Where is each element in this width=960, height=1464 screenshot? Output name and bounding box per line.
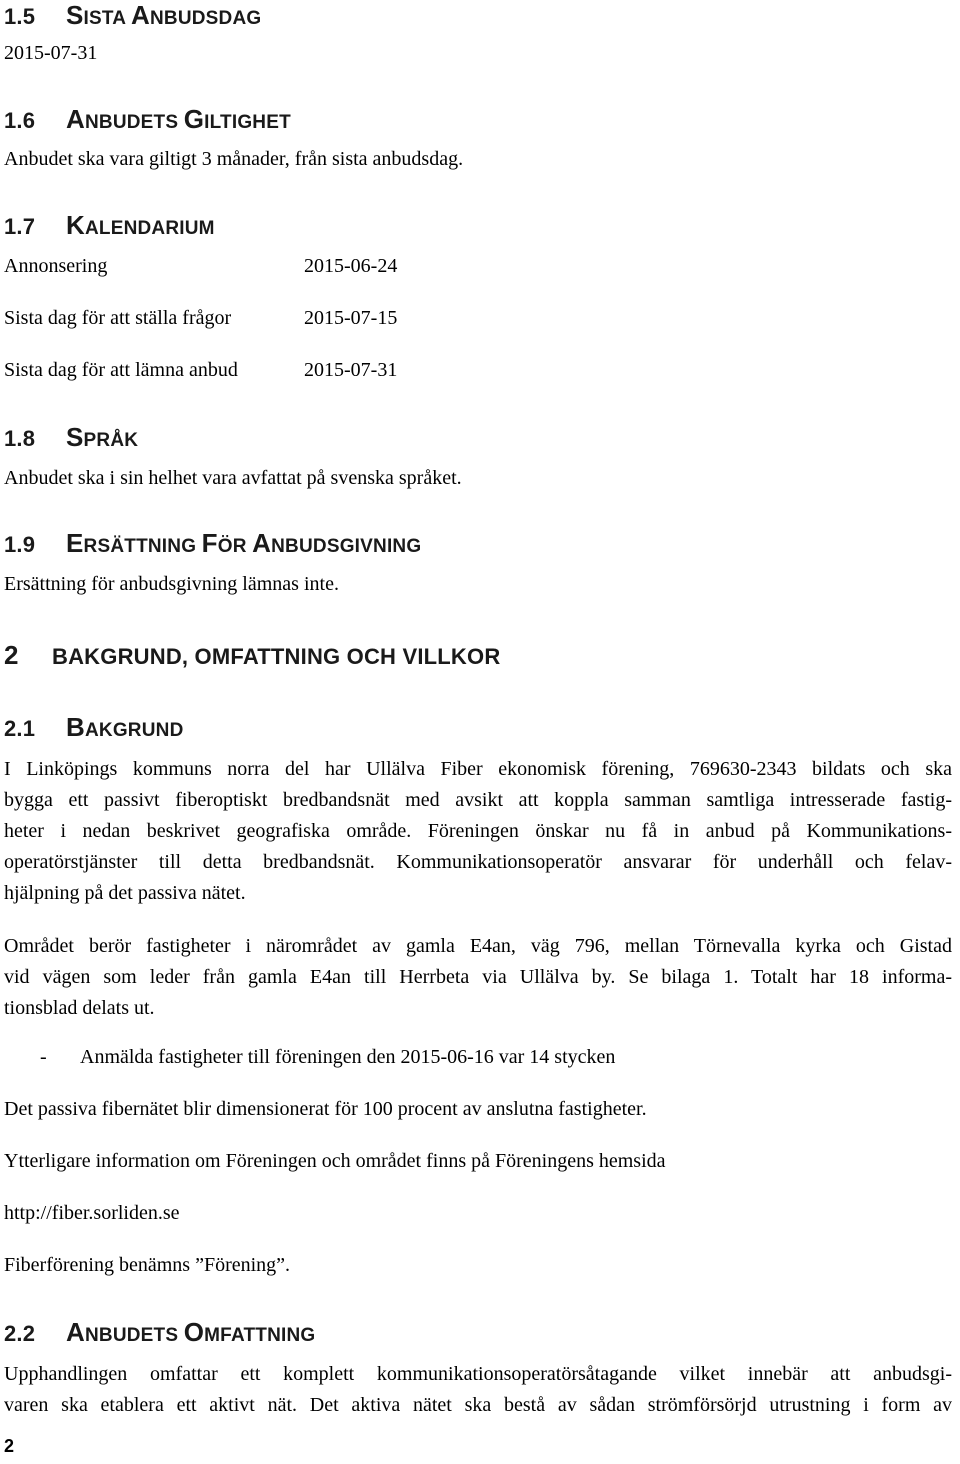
compensation-text: Ersättning för anbudsgivning lämnas inte.	[4, 573, 339, 595]
dimension-text: Det passiva fibernätet blir dimensionerat för 100 procent av anslutna fastigheter.	[4, 1098, 647, 1120]
heading-number: 2	[4, 640, 19, 670]
page-number: 2	[4, 1436, 15, 1456]
heading-title: KALENDARIUM	[66, 210, 215, 240]
heading-title: SPRÅK	[66, 422, 139, 452]
heading-title: ERSÄTTNING FÖR ANBUDSGIVNING	[66, 528, 422, 558]
heading-title: ANBUDETS GILTIGHET	[66, 104, 291, 134]
background-paragraph-2	[4, 931, 952, 1024]
paragraph-line: Området berör fastigheter i närområdet av gamla E4an, väg 796, mellan Törnevalla kyrka och Gistad	[4, 935, 952, 957]
heading-title: SISTA ANBUDSDAG	[66, 0, 262, 30]
calendar-row-value: 2015-07-31	[304, 359, 398, 381]
paragraph-line: Upphandlingen omfattar ett komplett kommunikationsoperatörsåtagande vilket innebär att anbudsgi-	[4, 1363, 952, 1385]
calendar-row-label: Sista dag för att lämna anbud	[4, 359, 238, 381]
heading-1-9	[4, 528, 421, 559]
paragraph-line: hjälpning på det passiva nätet.	[4, 882, 246, 904]
language-text: Anbudet ska i sin helhet vara avfattat på svenska språket.	[4, 467, 462, 489]
scope-paragraph	[4, 1359, 952, 1421]
bullet-item: Anmälda fastigheter till föreningen den 2015-06-16 var 14 stycken	[80, 1046, 616, 1068]
paragraph-line: tionsblad delats ut.	[4, 997, 155, 1019]
heading-number: 2.2	[4, 1321, 36, 1346]
validity-text: Anbudet ska vara giltigt 3 månader, från sista anbudsdag.	[4, 148, 464, 170]
heading-2-1	[4, 712, 184, 743]
heading-number: 1.8	[4, 426, 36, 451]
heading-1-5	[4, 0, 261, 31]
calendar-row-value: 2015-06-24	[304, 255, 398, 277]
paragraph-line: heter i nedan beskrivet geografiska område. Föreningen önskar nu få in anbud på Kommunikations-	[4, 820, 952, 842]
heading-title: ANBUDETS OMFATTNING	[66, 1317, 316, 1347]
definition-text: Fiberförening benämns ”Förening”.	[4, 1254, 291, 1276]
bullet-dash: -	[40, 1046, 47, 1068]
heading-number: 1.7	[4, 214, 36, 239]
heading-1-7	[4, 210, 215, 241]
paragraph-line: varen ska etablera ett aktivt nät. Det aktiva nätet ska bestå av sådan strömförsörjd utrustning i form av	[4, 1394, 952, 1416]
heading-number: 1.6	[4, 108, 36, 133]
heading-number: 1.5	[4, 4, 36, 29]
calendar-row-label: Annonsering	[4, 255, 108, 277]
paragraph-line: vid vägen som leder från gamla E4an till Herrbeta via Ullälva by. Se bilaga 1. Totalt har 18 informa-	[4, 966, 952, 988]
heading-number: 2.1	[4, 716, 36, 741]
heading-1-6	[4, 104, 291, 135]
paragraph-line: bygga ett passivt fiberoptiskt bredbandsnät med avsikt att koppla samman samtliga intresserade fastig-	[4, 789, 952, 811]
paragraph-line: I Linköpings kommuns norra del har Ullälva Fiber ekonomisk förening, 769630-2343 bildats och ska	[4, 758, 952, 780]
deadline-date: 2015-07-31	[4, 42, 98, 64]
heading-title: BAKGRUND	[66, 712, 184, 742]
heading-2	[4, 640, 500, 671]
website-url: http://fiber.sorliden.se	[4, 1202, 180, 1224]
background-paragraph-1	[4, 754, 952, 909]
heading-number: 1.9	[4, 532, 36, 557]
heading-2-2	[4, 1317, 315, 1348]
more-info-text: Ytterligare information om Föreningen och området finns på Föreningens hemsida	[4, 1150, 666, 1172]
calendar-row-value: 2015-07-15	[304, 307, 398, 329]
heading-1-8	[4, 422, 138, 453]
heading-title: BAKGRUND, OMFATTNING OCH VILLKOR	[52, 644, 501, 669]
paragraph-line: operatörstjänster till detta bredbandsnät. Kommunikationsoperatör ansvarar för underhåll och felav-	[4, 851, 952, 873]
calendar-row-label: Sista dag för att ställa frågor	[4, 307, 232, 329]
